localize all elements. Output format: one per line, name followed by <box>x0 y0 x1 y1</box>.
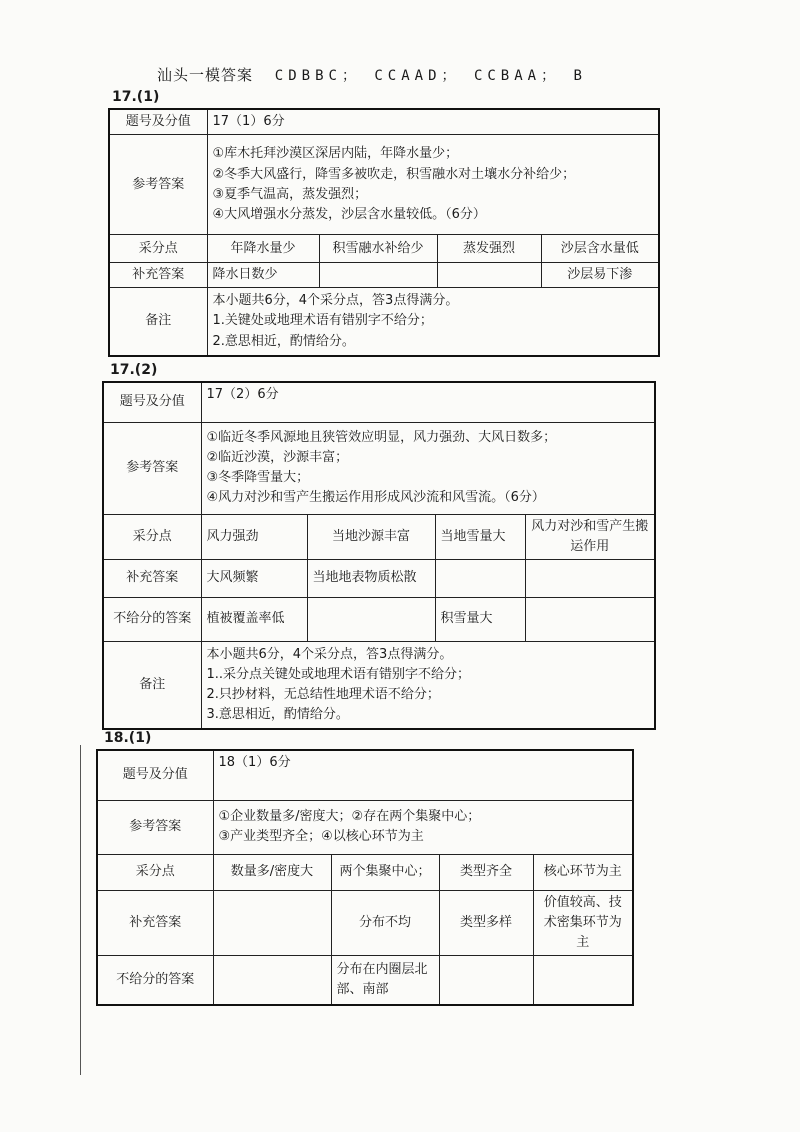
row-label: 不给分的答案 <box>103 597 201 641</box>
point-cell: 年降水量少 <box>207 235 319 263</box>
row-label: 采分点 <box>109 235 207 263</box>
table-row <box>103 641 655 729</box>
supp-cell: 分布不均 <box>331 890 439 955</box>
supp-cell <box>213 890 331 955</box>
table-row <box>97 890 633 955</box>
supp-cell: 大风频繁 <box>201 559 307 597</box>
table-17-2 <box>102 381 656 730</box>
row-label: 题号及分值 <box>109 109 207 135</box>
table-row <box>103 559 655 597</box>
score-value: 17（1）6分 <box>207 109 659 135</box>
row-label: 参考答案 <box>97 800 213 854</box>
header-title: 汕头一模答案 <box>157 66 254 84</box>
row-label: 备注 <box>103 641 201 729</box>
notes-cell <box>207 288 659 356</box>
supp-cell: 降水日数少 <box>207 263 319 288</box>
supp-cell: 类型多样 <box>439 890 533 955</box>
page-header <box>157 64 587 85</box>
table-row <box>109 288 659 356</box>
reference-answer <box>201 422 655 514</box>
point-cell: 蒸发强烈 <box>437 235 541 263</box>
table-18-1 <box>96 749 634 1006</box>
table-row <box>97 800 633 854</box>
table-row <box>109 235 659 263</box>
supp-cell: 当地地表物质松散 <box>307 559 435 597</box>
point-cell: 当地沙源丰富 <box>307 514 435 559</box>
score-value: 17（2）6分 <box>201 382 655 422</box>
supp-cell: 价值较高、技术密集环节为主 <box>533 890 633 955</box>
point-cell: 风力强劲 <box>201 514 307 559</box>
note-line: 本小题共6分，4个采分点，答3点得满分。 <box>206 646 453 662</box>
answer-line: ①企业数量多/密度大；②存在两个集聚中心； <box>218 808 481 824</box>
table-row <box>97 854 633 890</box>
supp-cell <box>437 263 541 288</box>
row-label: 参考答案 <box>103 422 201 514</box>
table-row <box>103 422 655 514</box>
nogive-cell: 植被覆盖率低 <box>201 597 307 641</box>
nogive-cell: 积雪量大 <box>435 597 525 641</box>
reference-answer <box>207 135 659 235</box>
answer-line: ③冬季降雪量大； <box>206 470 310 485</box>
note-line: 本小题共6分，4个采分点，答3点得满分。 <box>212 293 459 309</box>
section-label-17-2: 17.(2) <box>110 362 158 378</box>
nogive-cell <box>307 597 435 641</box>
supp-cell <box>435 559 525 597</box>
answer-line: ④大风增强水分蒸发，沙层含水量较低。（6分） <box>212 206 486 222</box>
nogive-cell: 分布在内圈层北部、南部 <box>331 955 439 1005</box>
row-label: 补充答案 <box>97 890 213 955</box>
point-cell: 风力对沙和雪产生搬运作用 <box>525 514 655 559</box>
row-label: 备注 <box>109 288 207 356</box>
row-label: 题号及分值 <box>103 382 201 422</box>
note-line: 1..采分点关键处或地理术语有错别字不给分； <box>206 666 471 682</box>
score-value: 18（1）6分 <box>213 750 633 800</box>
supp-cell <box>525 559 655 597</box>
nogive-cell <box>533 955 633 1005</box>
row-label: 不给分的答案 <box>97 955 213 1005</box>
supp-cell <box>319 263 437 288</box>
nogive-cell <box>213 955 331 1005</box>
answer-line: ②冬季大风盛行，降雪多被吹走，积雪融水对土壤水分补给少； <box>212 166 576 182</box>
nogive-cell <box>439 955 533 1005</box>
note-line: 1.关键处或地理术语有错别字不给分； <box>212 313 433 329</box>
point-cell: 类型齐全 <box>439 854 533 890</box>
table-row <box>103 382 655 422</box>
scan-edge-line <box>80 745 81 1075</box>
answer-line: ③产业类型齐全；④以核心环节为主 <box>218 829 424 844</box>
point-cell: 核心环节为主 <box>533 854 633 890</box>
table-row <box>97 955 633 1005</box>
point-cell: 当地雪量大 <box>435 514 525 559</box>
section-label-18-1: 18.(1) <box>104 730 152 746</box>
table-17-1 <box>108 108 660 357</box>
table-row <box>103 597 655 641</box>
answer-line: ①临近冬季风源地且狭管效应明显，风力强劲、大风日数多； <box>206 429 557 445</box>
answer-line: ①库木托拜沙漠区深居内陆，年降水量少； <box>212 146 459 162</box>
table-row <box>109 109 659 135</box>
table-row <box>97 750 633 800</box>
row-label: 题号及分值 <box>97 750 213 800</box>
answer-line: ②临近沙漠，沙源丰富； <box>206 449 349 465</box>
table-row <box>109 263 659 288</box>
row-label: 采分点 <box>97 854 213 890</box>
answer-line: ④风力对沙和雪产生搬运作用形成风沙流和风雪流。（6分） <box>206 490 545 506</box>
point-cell: 沙层含水量低 <box>541 235 659 263</box>
point-cell: 两个集聚中心； <box>331 854 439 890</box>
section-label-17-1: 17.(1) <box>112 89 160 105</box>
table-row <box>109 135 659 235</box>
point-cell: 积雪融水补给少 <box>319 235 437 263</box>
answer-line: ③夏季气温高，蒸发强烈； <box>212 186 368 202</box>
header-answers: CDBBC； CCAAD； CCBAA； B <box>274 68 587 84</box>
point-cell: 数量多/密度大 <box>213 854 331 890</box>
row-label: 补充答案 <box>109 263 207 288</box>
row-label: 采分点 <box>103 514 201 559</box>
row-label: 补充答案 <box>103 559 201 597</box>
nogive-cell <box>525 597 655 641</box>
row-label: 参考答案 <box>109 135 207 235</box>
note-line: 2.意思相近，酌情给分。 <box>212 333 355 349</box>
notes-cell <box>201 641 655 729</box>
table-row <box>103 514 655 559</box>
supp-cell: 沙层易下渗 <box>541 263 659 288</box>
reference-answer <box>213 800 633 854</box>
note-line: 2.只抄材料，无总结性地理术语不给分； <box>206 687 440 703</box>
note-line: 3.意思相近，酌情给分。 <box>206 707 349 723</box>
